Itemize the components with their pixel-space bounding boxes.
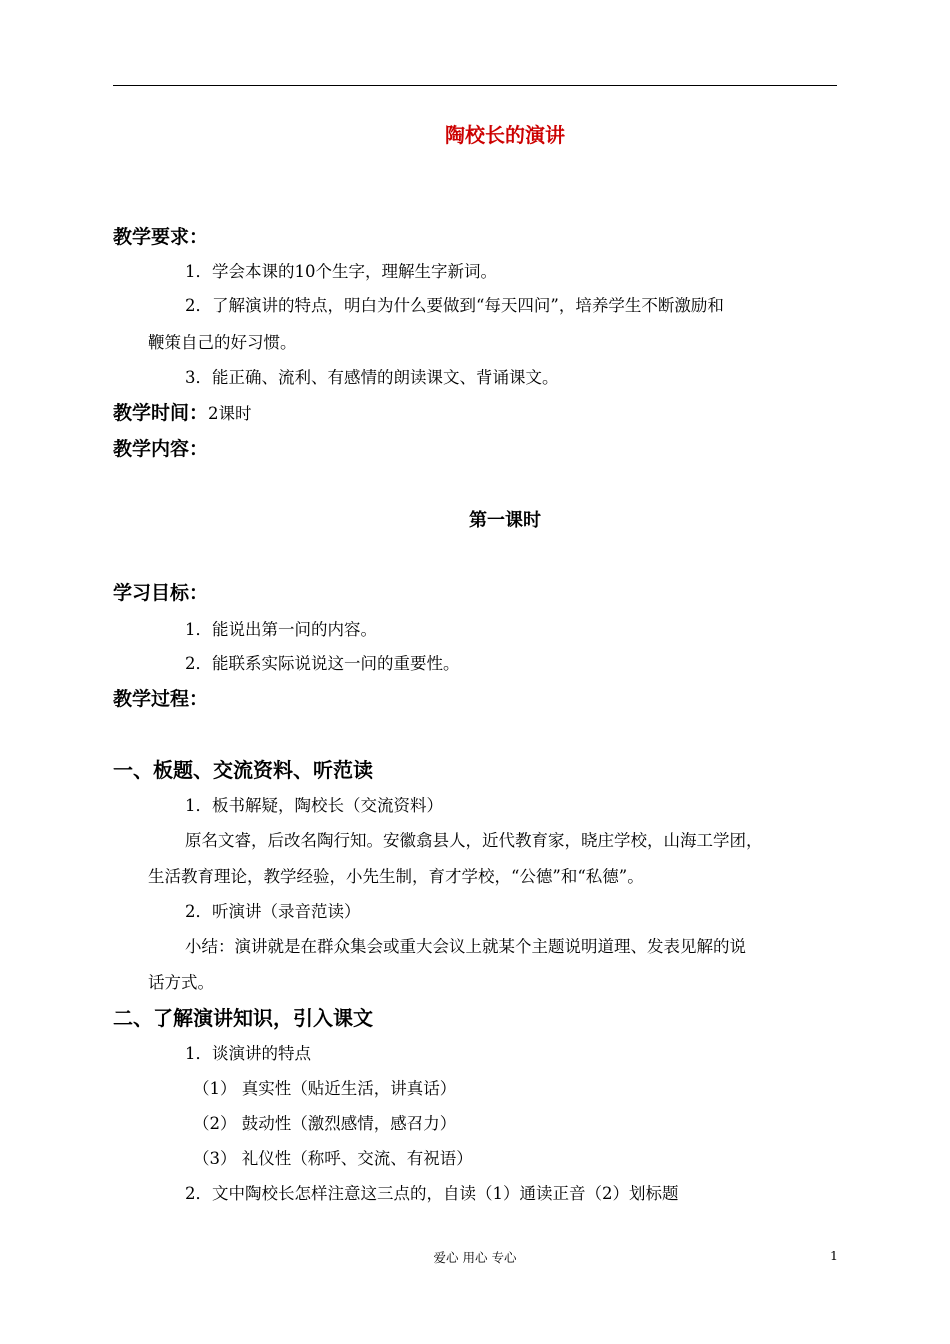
section2-heading: 二、了解演讲知识，引入课文	[113, 1006, 373, 1030]
document-title: 陶校长的演讲	[445, 123, 565, 147]
requirements-heading: 教学要求：	[113, 226, 209, 248]
objective-item-2: 2．能联系实际说说这一问的重要性。	[185, 654, 460, 673]
requirement-item-2-cont: 鞭策自己的好习惯。	[148, 333, 297, 352]
section1-line: 生活教育理论，教学经验，小先生制，育才学校，“公德”和“私德”。	[148, 867, 644, 886]
content-heading: 教学内容：	[113, 438, 209, 460]
time-value: 2课时	[208, 404, 252, 423]
process-heading: 教学过程：	[113, 688, 209, 710]
section1-line: 小结：演讲就是在群众集会或重大会议上就某个主题说明道理、发表见解的说	[185, 937, 746, 956]
requirement-item-1: 1．学会本课的10个生字，理解生字新词。	[185, 262, 497, 281]
section2-line: （1） 真实性（贴近生活，讲真话）	[193, 1079, 457, 1098]
time-heading: 教学时间：	[113, 402, 209, 424]
section1-heading: 一、板题、交流资料、听范读	[113, 758, 373, 782]
time-row	[113, 402, 252, 425]
section2-line: （2） 鼓动性（激烈感情，感召力）	[193, 1114, 457, 1133]
footer-text: 爱心 用心 专心	[433, 1250, 517, 1265]
section1-line: 话方式。	[148, 973, 214, 992]
section2-line: （3） 礼仪性（称呼、交流、有祝语）	[193, 1149, 473, 1168]
section1-line: 原名文睿，后改名陶行知。安徽翕县人，近代教育家，晓庄学校，山海工学团，	[185, 831, 763, 850]
section1-line: 1．板书解疑，陶校长（交流资料）	[185, 796, 443, 815]
header-rule	[113, 85, 837, 86]
section2-line: 1．谈演讲的特点	[185, 1044, 311, 1063]
section1-line: 2．听演讲（录音范读）	[185, 902, 361, 921]
requirement-item-3: 3．能正确、流利、有感情的朗读课文、背诵课文。	[185, 368, 559, 387]
requirement-item-2: 2．了解演讲的特点，明白为什么要做到“每天四问”，培养学生不断激励和	[185, 296, 724, 315]
objectives-heading: 学习目标：	[113, 582, 209, 604]
page-number: 1	[830, 1248, 838, 1263]
section2-line: 2．文中陶校长怎样注意这三点的，自读（1）通读正音（2）划标题	[185, 1184, 679, 1203]
objective-item-1: 1．能说出第一问的内容。	[185, 620, 377, 639]
lesson-title: 第一课时	[469, 510, 541, 531]
